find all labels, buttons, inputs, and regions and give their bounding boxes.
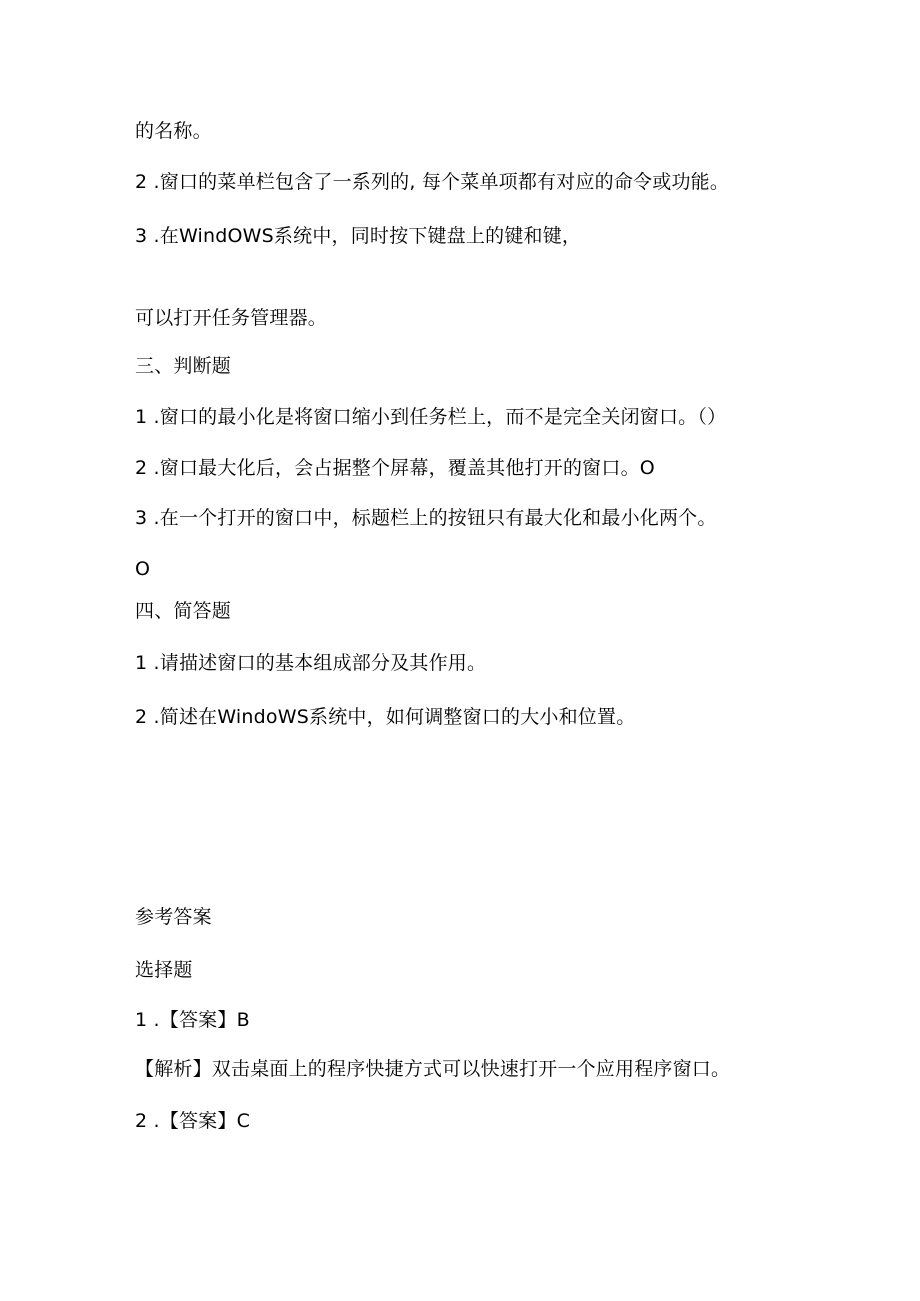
answer-2: 2 .【答案】C bbox=[135, 1110, 251, 1132]
fill-blank-question-3: 3 .在WindOWS系统中，同时按下键盘上的键和键， bbox=[135, 225, 582, 247]
fill-blank-question-3-continuation: 可以打开任务管理器。 bbox=[135, 307, 328, 329]
true-false-question-2: 2 .窗口最大化后，会占据整个屏幕，覆盖其他打开的窗口。O bbox=[135, 457, 655, 479]
true-false-question-3-continuation: O bbox=[135, 558, 151, 580]
answer-1-explanation: 【解析】双击桌面上的程序快捷方式可以快速打开一个应用程序窗口。 bbox=[135, 1058, 731, 1080]
answers-subheading-choice: 选择题 bbox=[135, 959, 193, 981]
true-false-question-3: 3 .在一个打开的窗口中，标题栏上的按钮只有最大化和最小化两个。 bbox=[135, 507, 717, 529]
section-heading-short-answer: 四、简答题 bbox=[135, 600, 232, 622]
answer-1: 1 .【答案】B bbox=[135, 1009, 250, 1031]
reference-answers-heading: 参考答案 bbox=[135, 906, 212, 928]
short-answer-question-1: 1 .请描述窗口的基本组成部分及其作用。 bbox=[135, 652, 487, 674]
section-heading-true-false: 三、判断题 bbox=[135, 355, 232, 377]
text-line-prev-continuation: 的名称。 bbox=[135, 120, 212, 142]
short-answer-question-2: 2 .简述在WindoWS系统中，如何调整窗口的大小和位置。 bbox=[135, 706, 636, 728]
fill-blank-question-2: 2 .窗口的菜单栏包含了一系列的, 每个菜单项都有对应的命令或功能。 bbox=[135, 171, 730, 193]
true-false-question-1: 1 .窗口的最小化是将窗口缩小到任务栏上，而不是完全关闭窗口。（） bbox=[135, 406, 727, 428]
